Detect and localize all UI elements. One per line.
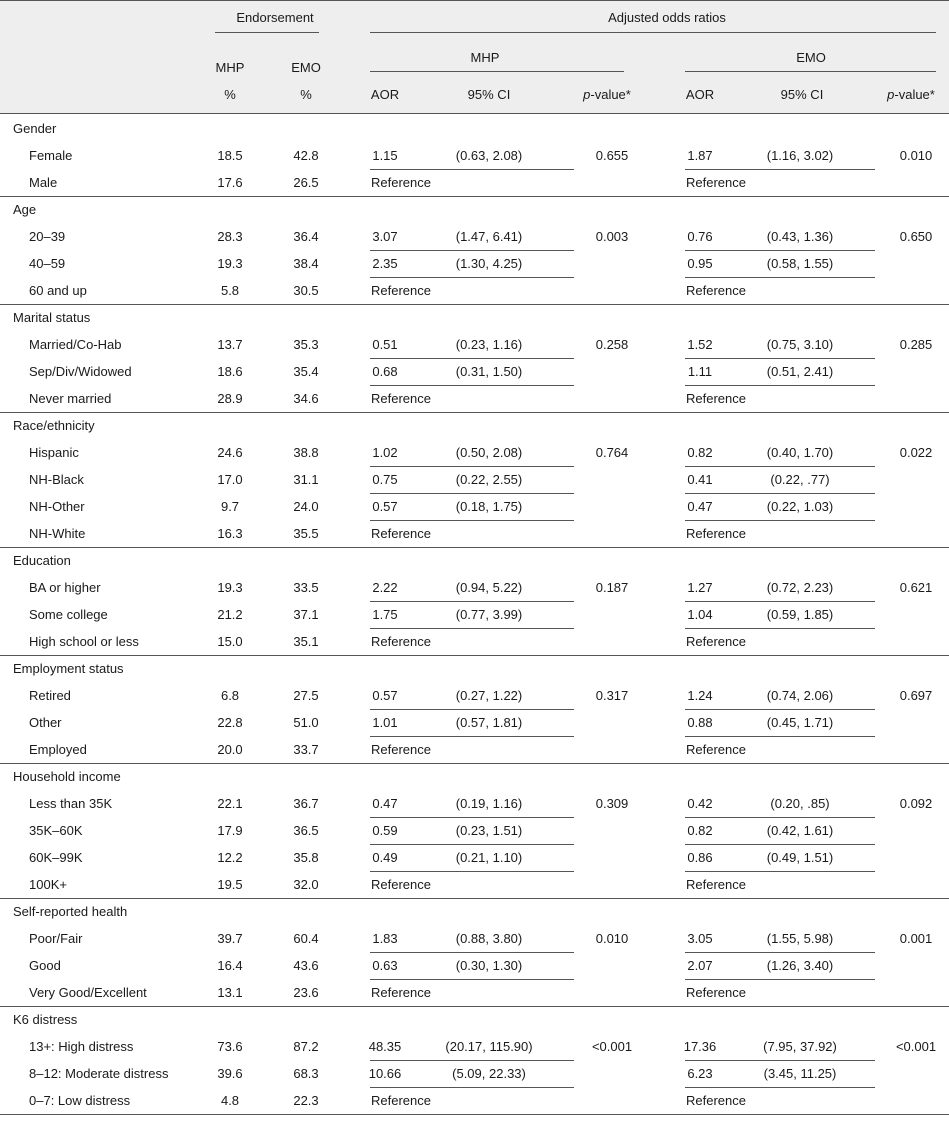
ci-mhp: (0.63, 2.08) [455,148,523,163]
endorsement-mhp: 20.0 [217,742,243,757]
endorsement-emo: 23.6 [293,985,319,1000]
table-row [0,1060,949,1087]
endorsement-mhp: 28.3 [217,229,243,244]
reference-emo: Reference [686,985,746,1000]
header-pct-mhp: % [224,87,236,102]
pvalue-row [0,574,949,601]
endorsement-emo: 38.4 [293,256,319,271]
endorsement-mhp: 18.5 [217,148,243,163]
table-row [0,520,949,547]
aor-emo: 0.47 [687,499,713,514]
endorsement-mhp: 17.0 [217,472,243,487]
reference-mhp: Reference [371,985,431,1000]
endorsement-emo: 22.3 [293,1093,319,1108]
header-pct-emo: % [300,87,312,102]
endorsement-emo: 35.4 [293,364,319,379]
endorsement-mhp: 73.6 [217,1039,243,1054]
ci-emo: (0.58, 1.55) [766,256,834,271]
row-label: Retired [29,688,71,703]
endorsement-emo: 33.5 [293,580,319,595]
pvalue-mhp: 0.655 [595,148,629,163]
ci-mhp: (1.47, 6.41) [455,229,523,244]
endorsement-emo: 35.3 [293,337,319,352]
header-rule-mhp [370,71,624,72]
table-row [0,844,949,871]
row-label: Male [29,175,58,190]
endorsement-emo: 35.5 [293,526,319,541]
header-col-emo: EMO [291,60,321,75]
row-label: 100K+ [29,877,67,892]
reference-mhp: Reference [371,391,431,406]
endorsement-emo: 87.2 [293,1039,319,1054]
endorsement-emo: 38.8 [293,445,319,460]
header-mhp-group: MHP [470,50,500,65]
row-label: 60 and up [29,283,87,298]
table-row [0,952,949,979]
aor-emo: 1.27 [687,580,713,595]
pvalue-emo: 0.001 [899,931,933,946]
endorsement-mhp: 16.4 [217,958,243,973]
pvalue-mhp: 0.764 [595,445,629,460]
ci-emo: (3.45, 11.25) [763,1066,837,1081]
pvalue-mhp: 0.010 [595,931,629,946]
ci-mhp: (0.23, 1.16) [455,337,523,352]
header-endorsement: Endorsement [236,10,314,25]
header-rule-emo [685,71,936,72]
endorsement-emo: 51.0 [293,715,319,730]
endorsement-emo: 31.1 [293,472,319,487]
endorsement-mhp: 22.8 [217,715,243,730]
endorsement-emo: 43.6 [293,958,319,973]
row-label: 60K–99K [29,850,83,865]
row-label: Hispanic [29,445,79,460]
reference-emo: Reference [686,526,746,541]
aor-mhp: 2.22 [372,580,398,595]
section-title: Marital status [13,310,91,325]
table-row [0,277,949,304]
ci-mhp: (0.77, 3.99) [455,607,523,622]
reference-mhp: Reference [371,877,431,892]
pvalue-emo: 0.010 [899,148,933,163]
row-label: 35K–60K [29,823,83,838]
table-bottom-rule [0,1114,949,1115]
aor-mhp: 0.63 [372,958,398,973]
pvalue-mhp: <0.001 [591,1039,633,1054]
header-aor-mhp: AOR [370,87,400,102]
pvalue-row [0,331,949,358]
ci-emo: (0.72, 2.23) [766,580,834,595]
endorsement-emo: 68.3 [293,1066,319,1081]
row-label: 40–59 [29,256,66,271]
ci-emo: (0.40, 1.70) [766,445,834,460]
row-label: Female [29,148,73,163]
ci-emo: (0.51, 2.41) [766,364,834,379]
aor-mhp: 0.68 [372,364,398,379]
ci-emo: (1.55, 5.98) [766,931,834,946]
endorsement-mhp: 18.6 [217,364,243,379]
row-label: Married/Co-Hab [29,337,122,352]
endorsement-mhp: 22.1 [217,796,243,811]
aor-mhp: 0.57 [372,499,398,514]
row-label: Good [29,958,61,973]
ci-mhp: (0.30, 1.30) [455,958,523,973]
reference-emo: Reference [686,877,746,892]
header-col-mhp: MHP [215,60,245,75]
section-title-row [0,304,949,331]
row-label: Other [29,715,62,730]
section-title: Education [13,553,71,568]
endorsement-mhp: 28.9 [217,391,243,406]
row-label: Never married [29,391,112,406]
pvalue-row [0,439,949,466]
table-row [0,466,949,493]
aor-emo: 1.11 [687,364,713,379]
section-title-row [0,412,949,439]
aor-mhp: 0.59 [372,823,398,838]
section-title: Self-reported health [13,904,128,919]
row-label: Employed [29,742,87,757]
ci-mhp: (20.17, 115.90) [445,1039,533,1054]
endorsement-mhp: 13.1 [217,985,243,1000]
endorsement-mhp: 16.3 [217,526,243,541]
section-title: Race/ethnicity [13,418,95,433]
aor-mhp: 3.07 [372,229,398,244]
aor-mhp: 1.83 [372,931,398,946]
ci-mhp: (0.88, 3.80) [455,931,523,946]
endorsement-mhp: 6.8 [220,688,240,703]
pvalue-emo: 0.621 [899,580,933,595]
header-ci-emo: 95% CI [780,87,824,102]
endorsement-mhp: 5.8 [220,283,240,298]
table-row [0,709,949,736]
table-row [0,628,949,655]
reference-emo: Reference [686,634,746,649]
ci-emo: (0.43, 1.36) [766,229,834,244]
endorsement-mhp: 39.6 [217,1066,243,1081]
ci-mhp: (0.94, 5.22) [455,580,523,595]
header-rule-aor [370,32,936,33]
aor-mhp: 0.49 [372,850,398,865]
ci-mhp: (0.18, 1.75) [455,499,523,514]
section-title-row [0,898,949,925]
endorsement-mhp: 13.7 [217,337,243,352]
ci-mhp: (1.30, 4.25) [455,256,523,271]
section-title: Gender [13,121,57,136]
table-row [0,1087,949,1114]
ci-emo: (1.26, 3.40) [766,958,834,973]
aor-mhp: 2.35 [372,256,398,271]
section-title: Household income [13,769,121,784]
header-pvalue-emo: p-value* [887,87,935,102]
aor-emo: 0.82 [687,823,713,838]
table-header [0,0,949,114]
ci-mhp: (0.57, 1.81) [455,715,523,730]
aor-emo: 1.24 [687,688,713,703]
reference-mhp: Reference [371,526,431,541]
pvalue-row [0,790,949,817]
aor-emo: 0.82 [687,445,713,460]
aor-emo: 0.86 [687,850,713,865]
ci-emo: (0.20, .85) [770,796,830,811]
table-row [0,250,949,277]
pvalue-emo: 0.022 [899,445,933,460]
reference-emo: Reference [686,1093,746,1108]
ci-mhp: (0.31, 1.50) [455,364,523,379]
endorsement-mhp: 24.6 [217,445,243,460]
ci-mhp: (0.50, 2.08) [455,445,523,460]
endorsement-mhp: 4.8 [220,1093,240,1108]
section-title: Employment status [13,661,124,676]
endorsement-mhp: 17.9 [217,823,243,838]
table-row [0,736,949,763]
endorsement-emo: 36.7 [293,796,319,811]
endorsement-mhp: 9.7 [220,499,240,514]
aor-emo: 1.04 [687,607,713,622]
endorsement-emo: 27.5 [293,688,319,703]
table-row [0,169,949,196]
section-title-row [0,115,949,142]
row-label: BA or higher [29,580,101,595]
table-row [0,817,949,844]
endorsement-emo: 34.6 [293,391,319,406]
reference-mhp: Reference [371,175,431,190]
section-title: Age [13,202,37,217]
row-label: 20–39 [29,229,66,244]
aor-emo: 17.36 [683,1039,717,1054]
pvalue-row [0,223,949,250]
aor-mhp: 1.01 [372,715,398,730]
endorsement-mhp: 15.0 [217,634,243,649]
endorsement-emo: 24.0 [293,499,319,514]
aor-emo: 2.07 [687,958,713,973]
header-emo-group: EMO [796,50,826,65]
endorsement-emo: 36.4 [293,229,319,244]
aor-mhp: 0.51 [372,337,398,352]
row-label: Poor/Fair [29,931,83,946]
aor-emo: 0.41 [687,472,713,487]
row-label: Sep/Div/Widowed [29,364,132,379]
aor-mhp: 48.35 [368,1039,402,1054]
row-label: NH-Other [29,499,85,514]
table-row [0,871,949,898]
reference-emo: Reference [686,175,746,190]
reference-mhp: Reference [371,1093,431,1108]
row-label: Less than 35K [29,796,113,811]
reference-emo: Reference [686,391,746,406]
section-title-row [0,655,949,682]
pvalue-row [0,1033,949,1060]
endorsement-emo: 37.1 [293,607,319,622]
header-pvalue-mhp: p-value* [583,87,631,102]
table-row [0,358,949,385]
ci-emo: (0.75, 3.10) [766,337,834,352]
header-aor-emo: AOR [685,87,715,102]
endorsement-emo: 35.8 [293,850,319,865]
pvalue-emo: 0.285 [899,337,933,352]
endorsement-emo: 60.4 [293,931,319,946]
reference-emo: Reference [686,742,746,757]
aor-emo: 1.87 [687,148,713,163]
endorsement-emo: 35.1 [293,634,319,649]
ci-mhp: (5.09, 22.33) [452,1066,526,1081]
section-title-row [0,547,949,574]
pvalue-emo: 0.650 [899,229,933,244]
endorsement-emo: 42.8 [293,148,319,163]
reference-mhp: Reference [371,634,431,649]
table-row [0,385,949,412]
pvalue-emo: 0.697 [899,688,933,703]
aor-emo: 0.76 [687,229,713,244]
row-label: Some college [29,607,108,622]
ci-mhp: (0.21, 1.10) [455,850,523,865]
header-adjusted-odds-ratios: Adjusted odds ratios [608,10,726,25]
ci-emo: (0.49, 1.51) [766,850,834,865]
pvalue-row [0,682,949,709]
endorsement-mhp: 19.3 [217,256,243,271]
endorsement-emo: 32.0 [293,877,319,892]
aor-emo: 3.05 [687,931,713,946]
row-label: 13+: High distress [29,1039,134,1054]
aor-emo: 0.95 [687,256,713,271]
pvalue-mhp: 0.003 [595,229,629,244]
ci-mhp: (0.19, 1.16) [455,796,523,811]
aor-mhp: 10.66 [368,1066,402,1081]
aor-emo: 0.42 [687,796,713,811]
ci-mhp: (0.23, 1.51) [455,823,523,838]
ci-emo: (0.74, 2.06) [766,688,834,703]
pvalue-mhp: 0.258 [595,337,629,352]
ci-mhp: (0.27, 1.22) [455,688,523,703]
endorsement-mhp: 17.6 [217,175,243,190]
ci-mhp: (0.22, 2.55) [455,472,523,487]
aor-mhp: 0.57 [372,688,398,703]
pvalue-mhp: 0.309 [595,796,629,811]
endorsement-emo: 30.5 [293,283,319,298]
ci-emo: (1.16, 3.02) [766,148,834,163]
reference-mhp: Reference [371,283,431,298]
ci-emo: (0.45, 1.71) [766,715,834,730]
aor-mhp: 1.75 [372,607,398,622]
endorsement-emo: 33.7 [293,742,319,757]
endorsement-mhp: 19.3 [217,580,243,595]
ci-emo: (0.59, 1.85) [766,607,834,622]
section-title-row [0,196,949,223]
endorsement-mhp: 19.5 [217,877,243,892]
endorsement-mhp: 12.2 [217,850,243,865]
pvalue-mhp: 0.317 [595,688,629,703]
row-label: NH-Black [29,472,84,487]
aor-mhp: 0.75 [372,472,398,487]
section-title-row [0,1006,949,1033]
aor-emo: 0.88 [687,715,713,730]
reference-emo: Reference [686,283,746,298]
aor-mhp: 0.47 [372,796,398,811]
reference-mhp: Reference [371,742,431,757]
ci-emo: (0.22, .77) [770,472,830,487]
table-row [0,601,949,628]
header-rule-endorsement [215,32,319,33]
row-label: 8–12: Moderate distress [29,1066,169,1081]
row-label: NH-White [29,526,86,541]
endorsement-emo: 26.5 [293,175,319,190]
aor-mhp: 1.02 [372,445,398,460]
aor-mhp: 1.15 [372,148,398,163]
endorsement-mhp: 21.2 [217,607,243,622]
table-row [0,979,949,1006]
row-label: High school or less [29,634,139,649]
pvalue-emo: 0.092 [899,796,933,811]
table-row [0,493,949,520]
aor-emo: 1.52 [687,337,713,352]
pvalue-row [0,925,949,952]
pvalue-row [0,142,949,169]
section-title: K6 distress [13,1012,78,1027]
pvalue-mhp: 0.187 [595,580,629,595]
row-label: Very Good/Excellent [29,985,147,1000]
ci-emo: (7.95, 37.92) [763,1039,837,1054]
header-ci-mhp: 95% CI [467,87,511,102]
endorsement-emo: 36.5 [293,823,319,838]
ci-emo: (0.42, 1.61) [766,823,834,838]
pvalue-emo: <0.001 [895,1039,937,1054]
endorsement-mhp: 39.7 [217,931,243,946]
ci-emo: (0.22, 1.03) [766,499,834,514]
section-title-row [0,763,949,790]
aor-emo: 6.23 [687,1066,713,1081]
row-label: 0–7: Low distress [29,1093,131,1108]
